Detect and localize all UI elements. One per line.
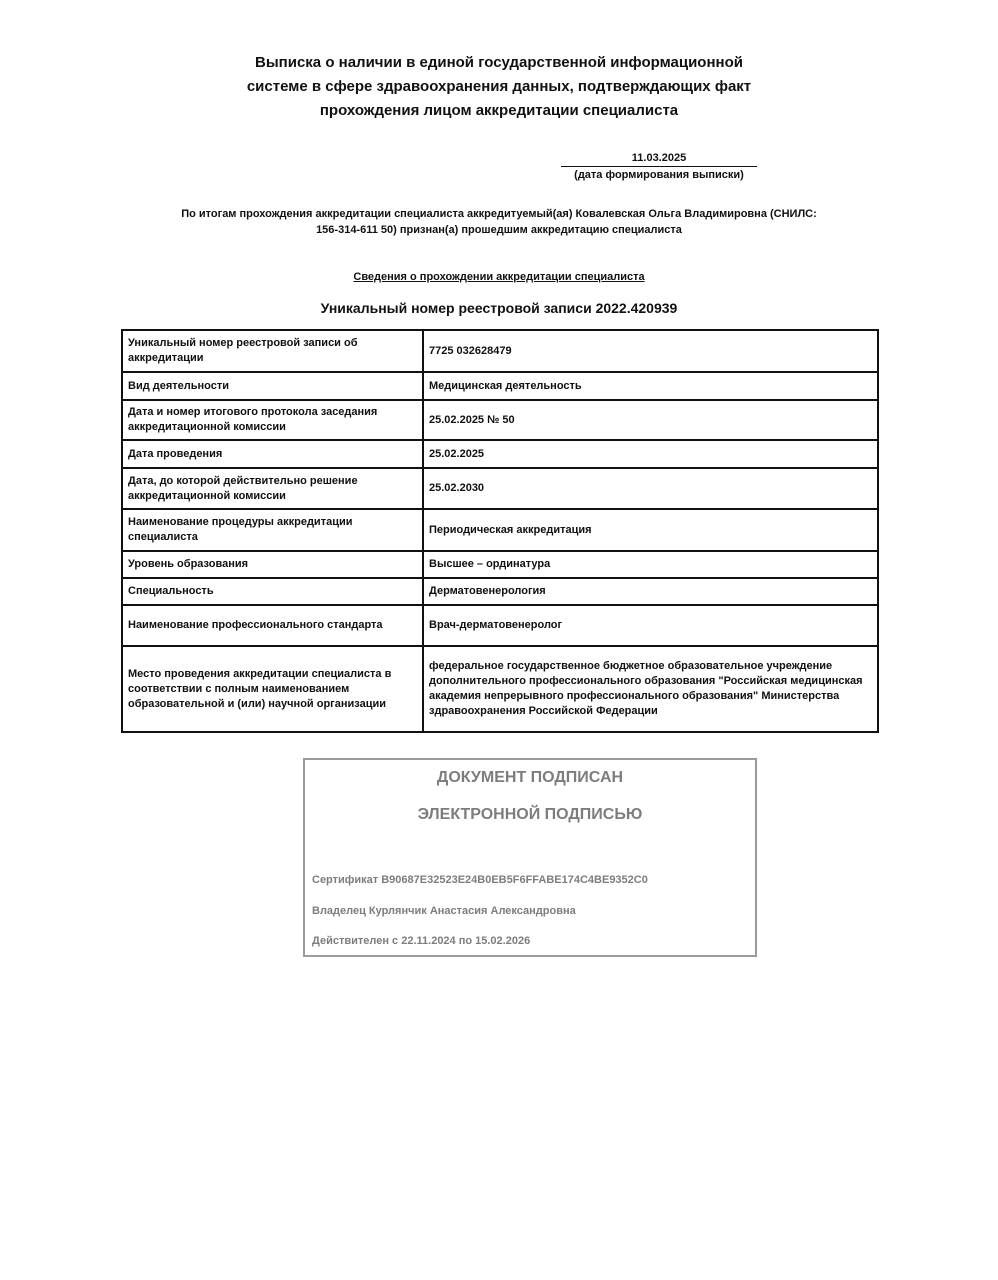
table-row bbox=[122, 551, 878, 578]
row-value: 7725 032628479 bbox=[423, 330, 878, 372]
formation-date: 11.03.2025 bbox=[561, 151, 757, 167]
row-label: Дата, до которой действительно решение аккредитационной комиссии bbox=[122, 468, 423, 509]
table-row bbox=[122, 646, 878, 732]
row-value: 25.02.2025 № 50 bbox=[423, 400, 878, 440]
table-row bbox=[122, 330, 878, 372]
registry-record-number: Уникальный номер реестровой записи 2022.420939 bbox=[320, 300, 678, 316]
accreditation-statement bbox=[110, 206, 888, 238]
row-value: 25.02.2030 bbox=[423, 468, 878, 509]
table-row bbox=[122, 605, 878, 646]
accreditation-table bbox=[121, 329, 879, 733]
stamp-heading-line1: ДОКУМЕНТ ПОДПИСАН bbox=[436, 769, 624, 786]
row-value: Врач-дерматовенеролог bbox=[423, 605, 878, 646]
row-label: Дата и номер итогового протокола заседания аккредитационной комиссии bbox=[122, 400, 423, 440]
table-row bbox=[122, 400, 878, 440]
row-label: Вид деятельности bbox=[122, 372, 423, 400]
table-row bbox=[122, 372, 878, 400]
stamp-heading-line2: ЭЛЕКТРОННОЙ ПОДПИСЬЮ bbox=[417, 806, 643, 823]
table-row bbox=[122, 578, 878, 605]
row-label: Наименование процедуры аккредитации специалиста bbox=[122, 509, 423, 551]
row-label: Место проведения аккредитации специалиста в соответствии с полным наименованием образовательной и (или) научной организации bbox=[122, 646, 423, 732]
section-heading bbox=[0, 270, 998, 285]
title-line: Выписка о наличии в единой государственной информационной bbox=[255, 54, 743, 71]
certificate-validity: Действителен с 22.11.2024 по 15.02.2026 bbox=[312, 935, 531, 947]
document-title bbox=[0, 51, 998, 123]
certificate-number: Сертификат B90687E32523E24B0EB5F6FFABE174C4BE9352C0 bbox=[312, 874, 648, 886]
row-value: Периодическая аккредитация bbox=[423, 509, 878, 551]
row-value: 25.02.2025 bbox=[423, 440, 878, 468]
row-label: Дата проведения bbox=[122, 440, 423, 468]
section-heading-text: Сведения о прохождении аккредитации специалиста bbox=[353, 271, 645, 283]
row-value: федеральное государственное бюджетное образовательное учреждение дополнительного профессионального образования "Российская медицинская академия непрерывного профессионального образования" Министерства здравоохранения Российской Федерации bbox=[423, 646, 878, 732]
certificate-owner: Владелец Курлянчик Анастасия Александровна bbox=[312, 905, 576, 917]
row-value: Высшее – ординатура bbox=[423, 551, 878, 578]
title-line: прохождения лицом аккредитации специалиста bbox=[319, 102, 679, 119]
row-label: Специальность bbox=[122, 578, 423, 605]
formation-date-caption: (дата формирования выписки) bbox=[574, 169, 744, 181]
statement-line: 156-314-611 50) признан(а) прошедшим аккредитацию специалиста bbox=[316, 224, 682, 236]
table-row bbox=[122, 440, 878, 468]
electronic-signature-stamp bbox=[303, 758, 757, 957]
row-label: Уникальный номер реестровой записи об аккредитации bbox=[122, 330, 423, 372]
row-label: Наименование профессионального стандарта bbox=[122, 605, 423, 646]
title-line: системе в сфере здравоохранения данных, подтверждающих факт bbox=[246, 78, 752, 95]
table-row bbox=[122, 468, 878, 509]
statement-line: По итогам прохождения аккредитации специалиста аккредитуемый(ая) Ковалевская Ольга Владимировна (СНИЛС: bbox=[181, 208, 817, 220]
table-row bbox=[122, 509, 878, 551]
row-value: Дерматовенерология bbox=[423, 578, 878, 605]
row-value: Медицинская деятельность bbox=[423, 372, 878, 400]
formation-date-block bbox=[561, 151, 757, 183]
row-label: Уровень образования bbox=[122, 551, 423, 578]
